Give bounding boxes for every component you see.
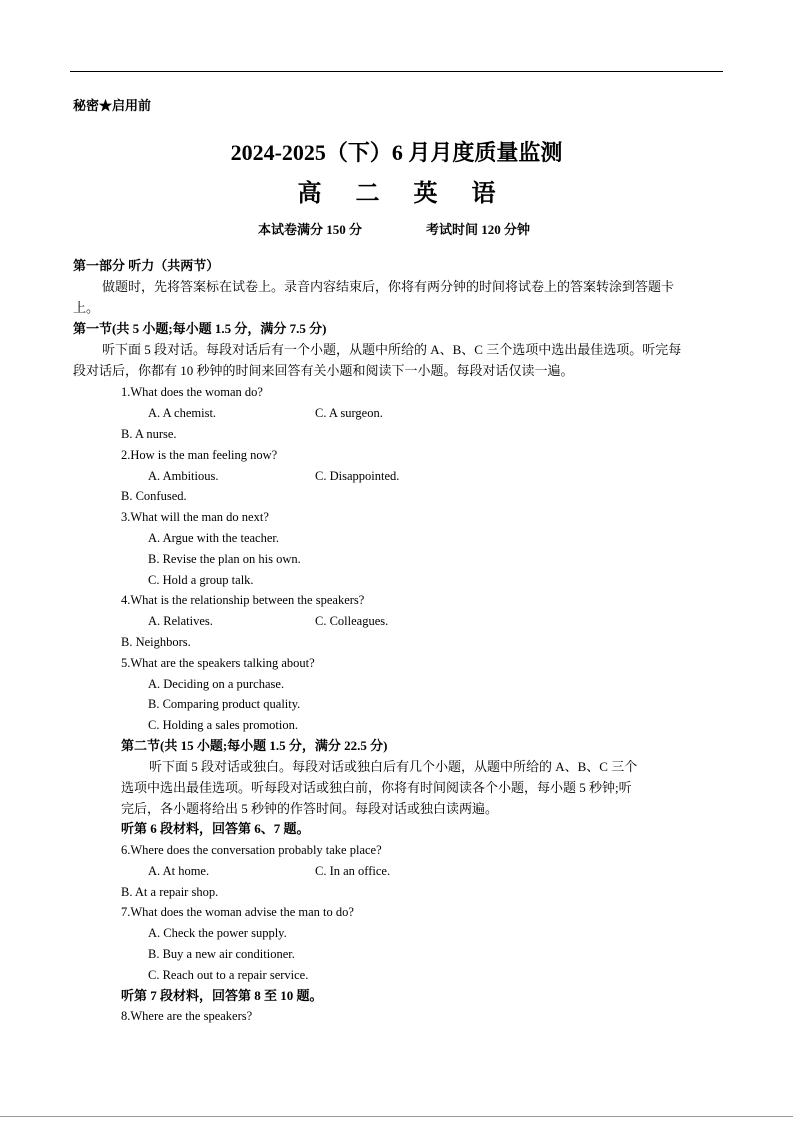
question-stem: 4.What is the relationship between the speakers?	[121, 593, 365, 607]
part1-heading: 第一部分 听力（共两节）	[73, 258, 220, 273]
material-heading: 听第 7 段材料，回答第 8 至 10 题。	[121, 988, 323, 1003]
option-b: B. Revise the plan on his own.	[148, 552, 301, 566]
section2-intro: 听下面 5 段对话或独白。每段对话或独白后有几个小题，从题中所给的 A、B、C 三个	[149, 759, 638, 774]
section1-heading: 第一节(共 5 小题;每小题 1.5 分，满分 7.5 分)	[73, 321, 327, 336]
option-a: A. At home.	[148, 864, 210, 878]
option-c: C. In an office.	[315, 864, 391, 878]
question-stem: 5.What are the speakers talking about?	[121, 656, 315, 670]
option-b: B. Comparing product quality.	[148, 697, 301, 711]
option-c: C. Disappointed.	[315, 469, 400, 483]
section2-intro-cont: 选项中选出最佳选项。听每段对话或独白前，你将有时间阅读各个小题，每小题 5 秒钟;听	[121, 780, 632, 795]
option-c: C. Colleagues.	[315, 614, 389, 628]
option-a: A. Check the power supply.	[148, 926, 287, 940]
part1-intro: 做题时，先将答案标在试卷上。录音内容结束后，你将有两分钟的时间将试卷上的答案转涂到答题卡	[102, 279, 675, 294]
option-a: A. Deciding on a purchase.	[148, 677, 285, 691]
option-a: A. Relatives.	[148, 614, 213, 628]
option-b: B. Neighbors.	[121, 635, 191, 649]
full-score: 本试卷满分 150 分	[258, 222, 363, 237]
question-stem: 6.Where does the conversation probably take place?	[121, 843, 382, 857]
bottom-rule	[0, 1116, 793, 1117]
option-c: C. Holding a sales promotion.	[148, 718, 298, 732]
material-heading: 听第 6 段材料，回答第 6、7 题。	[121, 821, 310, 836]
option-b: B. A nurse.	[121, 427, 177, 441]
option-a: A. Ambitious.	[148, 469, 219, 483]
subject-title: 高 二 英 语	[297, 181, 510, 207]
question-stem: 7.What does the woman advise the man to do?	[121, 905, 354, 919]
option-c: C. Hold a group talk.	[148, 573, 254, 587]
option-c: C. A surgeon.	[315, 406, 383, 420]
top-rule	[70, 71, 723, 72]
confidential-label: 秘密★启用前	[73, 98, 152, 113]
section1-intro: 听下面 5 段对话。每段对话后有一个小题，从题中所给的 A、B、C 三个选项中选出最佳选项。听完每	[102, 342, 682, 357]
question-stem: 2.How is the man feeling now?	[121, 448, 278, 462]
question-stem: 8.Where are the speakers?	[121, 1009, 253, 1023]
exam-time: 考试时间 120 分钟	[426, 222, 531, 237]
option-b: B. At a repair shop.	[121, 885, 219, 899]
section2-heading: 第二节(共 15 小题;每小题 1.5 分，满分 22.5 分)	[121, 738, 388, 753]
question-stem: 1.What does the woman do?	[121, 385, 263, 399]
question-stem: 3.What will the man do next?	[121, 510, 269, 524]
option-a: A. A chemist.	[148, 406, 217, 420]
section2-intro-cont: 完后，各小题将给出 5 秒钟的作答时间。每段对话或独白读两遍。	[121, 801, 499, 816]
section1-intro-cont: 段对话后，你都有 10 秒钟的时间来回答有关小题和阅读下一小题。每段对话仅读一遍。	[73, 363, 574, 378]
option-c: C. Reach out to a repair service.	[148, 968, 309, 982]
option-b: B. Confused.	[121, 489, 187, 503]
option-a: A. Argue with the teacher.	[148, 531, 279, 545]
option-b: B. Buy a new air conditioner.	[148, 947, 295, 961]
exam-title: 2024-2025（下）6 月月度质量监测	[230, 140, 563, 165]
part1-intro-cont: 上。	[73, 300, 100, 315]
